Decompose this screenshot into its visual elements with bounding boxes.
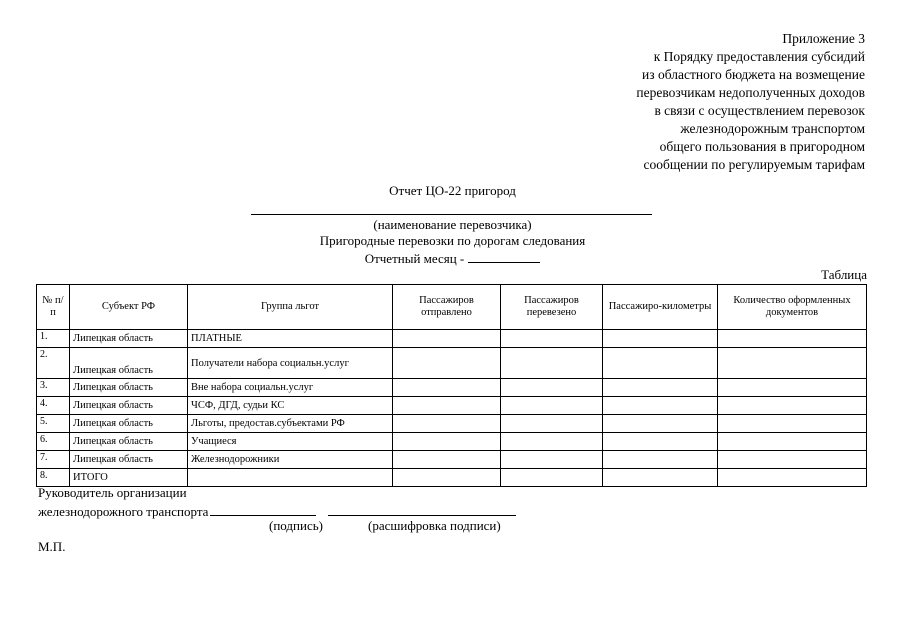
table-row xyxy=(37,451,867,469)
appendix-line: Приложение 3 xyxy=(782,31,865,46)
row-num: 1. xyxy=(37,330,70,348)
cell-docs[interactable] xyxy=(718,379,867,397)
reporting-month-label: Отчетный месяц - xyxy=(364,251,465,266)
reporting-month-line xyxy=(0,250,905,267)
carrier-caption: (наименование перевозчика) xyxy=(373,217,532,232)
signature-blank xyxy=(210,502,316,516)
row-num: 4. xyxy=(37,397,70,415)
header-group: Группа льгот xyxy=(188,285,393,330)
cell-km[interactable] xyxy=(603,433,718,451)
row-subject: Липецкая область xyxy=(70,330,188,348)
row-group: ПЛАТНЫЕ xyxy=(188,330,393,348)
table-row xyxy=(37,330,867,348)
row-subject: Липецкая область xyxy=(70,415,188,433)
table-row xyxy=(37,348,867,379)
row-subject-total: ИТОГО xyxy=(70,469,188,487)
cell-sent[interactable] xyxy=(393,451,501,469)
cell-sent[interactable] xyxy=(393,397,501,415)
cell-km[interactable] xyxy=(603,379,718,397)
row-num: 3. xyxy=(37,379,70,397)
appendix-header xyxy=(636,30,865,174)
cell-docs[interactable] xyxy=(718,397,867,415)
header-num: № п/п xyxy=(37,285,70,330)
row-num: 6. xyxy=(37,433,70,451)
header-carried: Пассажиров перевезено xyxy=(501,285,603,330)
cell-docs[interactable] xyxy=(718,330,867,348)
cell-carried[interactable] xyxy=(501,397,603,415)
reporting-month-blank xyxy=(468,250,540,263)
row-subject: Липецкая область xyxy=(70,433,188,451)
header-subject: Субъект РФ xyxy=(70,285,188,330)
table-row xyxy=(37,379,867,397)
cell-km[interactable] xyxy=(603,397,718,415)
row-subject: Липецкая область xyxy=(70,379,188,397)
row-group: Учащиеся xyxy=(188,433,393,451)
cell-docs[interactable] xyxy=(718,433,867,451)
cell-km[interactable] xyxy=(603,451,718,469)
cell-carried[interactable] xyxy=(501,379,603,397)
table-row xyxy=(37,415,867,433)
cell-carried[interactable] xyxy=(501,433,603,451)
cell-km[interactable] xyxy=(603,415,718,433)
cell-docs[interactable] xyxy=(718,415,867,433)
cell-docs[interactable] xyxy=(718,451,867,469)
signature-role-label: железнодорожного транспорта xyxy=(38,504,209,519)
appendix-line: в связи с осуществлением перевозок xyxy=(654,103,865,118)
cell-carried[interactable] xyxy=(501,348,603,379)
row-subject: Липецкая область xyxy=(70,348,188,379)
signature-block xyxy=(38,484,516,521)
row-subject: Липецкая область xyxy=(70,451,188,469)
caption-sign: (подпись) xyxy=(269,518,323,533)
cell-km[interactable] xyxy=(603,469,718,487)
row-subject: Липецкая область xyxy=(70,397,188,415)
cell-sent[interactable] xyxy=(393,379,501,397)
cell-sent[interactable] xyxy=(393,415,501,433)
signature-line-1: Руководитель организации xyxy=(38,485,187,500)
stamp-placeholder: М.П. xyxy=(38,539,66,554)
appendix-line: к Порядку предоставления субсидий xyxy=(653,49,865,64)
cell-carried[interactable] xyxy=(501,415,603,433)
cell-carried[interactable] xyxy=(501,330,603,348)
row-group: Получатели набора социальн.услуг xyxy=(188,348,393,379)
report-title: Отчет ЦО-22 пригород xyxy=(389,183,516,198)
table-label: Таблица xyxy=(821,267,867,282)
row-num: 7. xyxy=(37,451,70,469)
row-group: ЧСФ, ДГД, судьи КС xyxy=(188,397,393,415)
cell-km[interactable] xyxy=(603,330,718,348)
appendix-line: железнодорожным транспортом xyxy=(680,121,865,136)
header-docs: Количество оформленных документов xyxy=(718,285,867,330)
row-group: Вне набора социальн.услуг xyxy=(188,379,393,397)
signature-decode-blank xyxy=(328,502,516,516)
row-group: Железнодорожники xyxy=(188,451,393,469)
row-group: Льготы, предостав.субъектами РФ xyxy=(188,415,393,433)
row-num: 2. xyxy=(37,348,70,379)
cell-km[interactable] xyxy=(603,348,718,379)
appendix-line: перевозчикам недополученных доходов xyxy=(636,85,865,100)
table-row xyxy=(37,433,867,451)
cell-docs[interactable] xyxy=(718,469,867,487)
appendix-line: сообщении по регулируемым тарифам xyxy=(643,157,865,172)
appendix-line: общего пользования в пригородном xyxy=(659,139,865,154)
cell-carried[interactable] xyxy=(501,451,603,469)
row-num: 8. xyxy=(37,469,70,487)
table-row xyxy=(37,397,867,415)
table-header-row xyxy=(37,285,867,330)
report-table xyxy=(36,284,867,487)
cell-sent[interactable] xyxy=(393,433,501,451)
cell-sent[interactable] xyxy=(393,330,501,348)
caption-decode: (расшифровка подписи) xyxy=(368,518,501,533)
cell-docs[interactable] xyxy=(718,348,867,379)
cell-sent[interactable] xyxy=(393,348,501,379)
row-num: 5. xyxy=(37,415,70,433)
routes-line: Пригородные перевозки по дорогам следования xyxy=(319,233,586,248)
header-km: Пассажиро-километры xyxy=(603,285,718,330)
appendix-line: из областного бюджета на возмещение xyxy=(642,67,865,82)
header-sent: Пассажиров отправлено xyxy=(393,285,501,330)
carrier-name-blank-line xyxy=(251,214,652,215)
